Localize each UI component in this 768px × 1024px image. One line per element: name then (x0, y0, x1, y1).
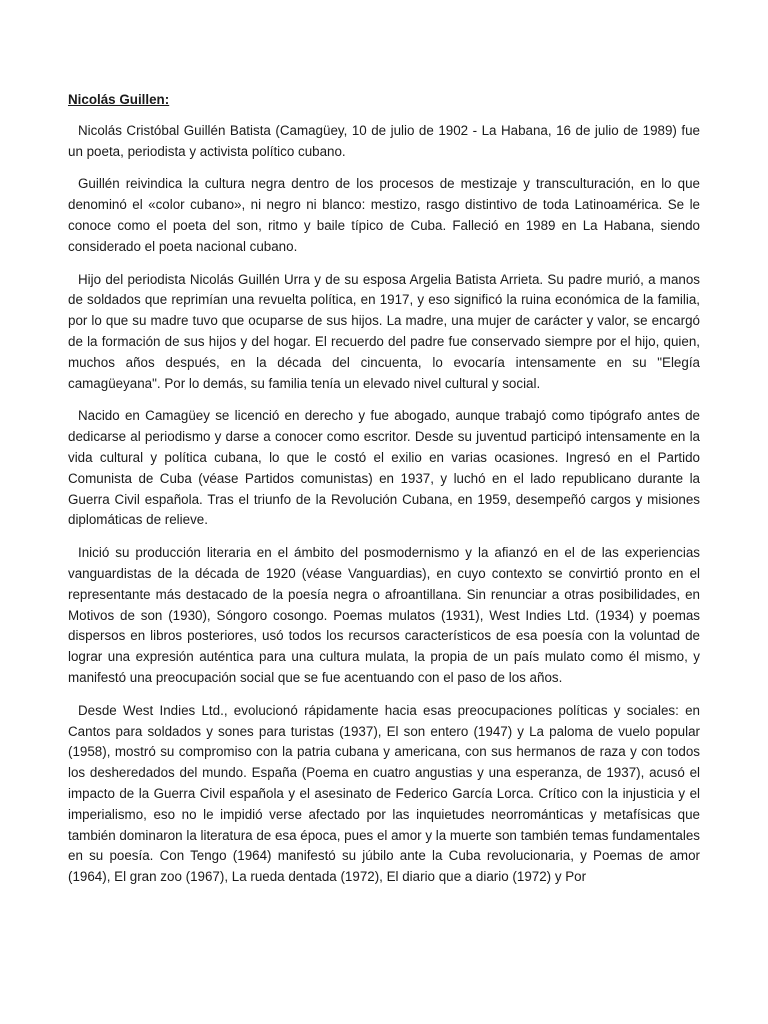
document-page (68, 90, 700, 900)
paragraph-familia: Hijo del periodista Nicolás Guillén Urra y de su esposa Argelia Batista Arrieta. Su padre murió, a manos de soldados que reprimían una revuelta política, en 1917, y eso significó la ruina económica de la familia, por lo que su madre tuvo que ocuparse de sus hijos. La madre, una mujer de carácter y valor, se encargó de la formación de sus hijos y del hogar. El recuerdo del padre fue conservado siempre por el hijo, quien, muchos años después, en la década del cincuenta, lo evocaría intensamente en su "Elegía camagüeyana". Por lo demás, su familia tenía un elevado nivel cultural y social. (68, 271, 700, 391)
paragraph-intro: Nicolás Cristóbal Guillén Batista (Camagüey, 10 de julio de 1902 - La Habana, 16 de julio de 1989) fue un poeta, periodista y activista político cubano. (68, 122, 700, 159)
paragraph-produccion: Inició su producción literaria en el ámbito del posmodernismo y la afianzó en el de las experiencias vanguardistas de la década de 1920 (véase Vanguardias), en cuyo contexto se convirtió pronto en el representante más destacado de la poesía negra o afroantillana. Sin renunciar a otras posibilidades, en Motivos de son (1930), Sóngoro cosongo. Poemas mulatos (1931), West Indies Ltd. (1934) y poemas dispersos en libros posteriores, usó todos los recursos característicos de esa poesía con la voluntad de lograr una expresión auténtica para una cultura mulata, la propia de un país mulato como él mismo, y manifestó una preocupación social que se fue acentuando con el paso de los años. (68, 545, 700, 685)
paragraph-cultura: Guillén reivindica la cultura negra dentro de los procesos de mestizaje y transculturación, en lo que denominó el «color cubano», ni negro ni blanco: mestizo, rasgo distintivo de toda Latinoamérica. Se le conoce como el poeta del son, ritmo y baile típico de Cuba. Falleció en 1989 en La Habana, siendo considerado el poeta nacional cubano. (68, 176, 700, 254)
document-title: Nicolás Guillen: (68, 92, 170, 107)
paragraph-carrera: Nacido en Camagüey se licenció en derecho y fue abogado, aunque trabajó como tipógrafo antes de dedicarse al periodismo y darse a conocer como escritor. Desde su juventud participó intensamente en la vida cultural y política cubana, lo que le costó el exilio en varias ocasiones. Ingresó en el Partido Comunista de Cuba (véase Partidos comunistas) en 1937, y luchó en el lado republicano durante la Guerra Civil española. Tras el triunfo de la Revolución Cubana, en 1959, desempeñó cargos y misiones diplomáticas de relieve. (68, 408, 700, 528)
paragraph-evolucion: Desde West Indies Ltd., evolucionó rápidamente hacia esas preocupaciones políticas y sociales: en Cantos para soldados y sones para turistas (1937), El son entero (1947) y La paloma de vuelo popular (1958), mostró su compromiso con la patria cubana y americana, con sus hermanos de raza y con todos los desheredados del mundo. España (Poema en cuatro angustias y una esperanza, de 1937), acusó el impacto de la Guerra Civil española y el asesinato de Federico García Lorca. Crítico con la injusticia y el imperialismo, eso no le impidió verse afectado por las inquietudes neorrománticas y metafísicas que también dominaron la literatura de esa época, pues el amor y la muerte son también temas fundamentales en su poesía. Con Tengo (1964) manifestó su júbilo ante la Cuba revolucionaria, y Poemas de amor (1964), El gran zoo (1967), La rueda dentada (1972), El diario que a diario (1972) y Por (68, 702, 700, 885)
